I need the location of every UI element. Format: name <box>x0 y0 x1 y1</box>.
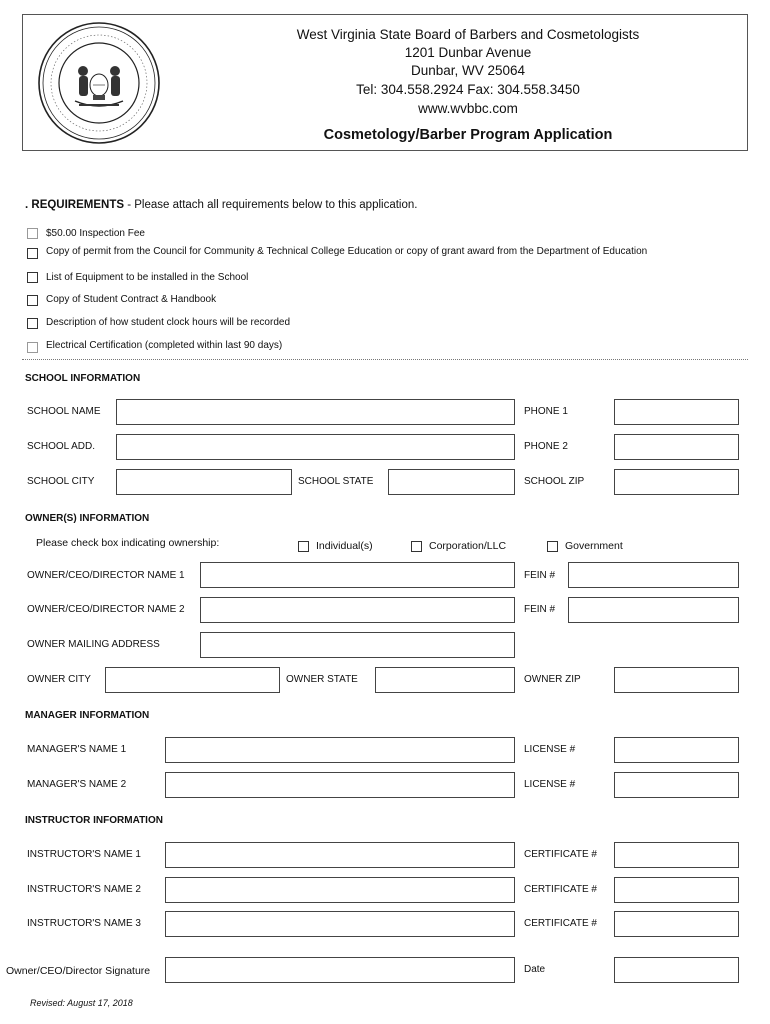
req-checkbox-1[interactable] <box>27 228 38 239</box>
fein2-label: FEIN # <box>524 604 556 615</box>
req-item-6: Electrical Certification (completed within last 90 days) <box>46 340 283 351</box>
ownership-corporation-label: Corporation/LLC <box>429 540 507 552</box>
certificate1-input[interactable] <box>614 842 739 868</box>
fein1-input[interactable] <box>568 562 739 588</box>
school-city-input[interactable] <box>116 469 292 495</box>
ownership-government-checkbox[interactable] <box>547 541 558 552</box>
req-item-2: Copy of permit from the Council for Community & Technical College Education or copy of grant award from the Department of Education <box>46 246 648 257</box>
license1-input[interactable] <box>614 737 739 763</box>
school-address-input[interactable] <box>116 434 515 460</box>
header-box <box>22 14 748 151</box>
board-name: West Virginia State Board of Barbers and Cosmetologists <box>296 27 640 42</box>
req-checkbox-3[interactable] <box>27 272 38 283</box>
date-input[interactable] <box>614 957 739 983</box>
owner-name1-label: OWNER/CEO/DIRECTOR NAME 1 <box>27 570 185 581</box>
owner-state-input[interactable] <box>375 667 515 693</box>
owner-state-label: OWNER STATE <box>286 674 358 685</box>
school-zip-input[interactable] <box>614 469 739 495</box>
fein2-input[interactable] <box>568 597 739 623</box>
ownership-individual-label: Individual(s) <box>316 540 373 552</box>
owner-city-label: OWNER CITY <box>27 674 91 685</box>
requirements-lead: . REQUIREMENTS <box>25 199 125 211</box>
manager-name1-input[interactable] <box>165 737 515 763</box>
instructor-name2-label: INSTRUCTOR'S NAME 2 <box>27 884 141 895</box>
school-heading: SCHOOL INFORMATION <box>25 373 141 384</box>
manager-name2-input[interactable] <box>165 772 515 798</box>
school-city-label: SCHOOL CITY <box>27 476 95 487</box>
instructor-name3-label: INSTRUCTOR'S NAME 3 <box>27 918 141 929</box>
req-item-5: Description of how student clock hours will be recorded <box>46 317 291 328</box>
phone1-input[interactable] <box>614 399 739 425</box>
instructor-name2-input[interactable] <box>165 877 515 903</box>
manager-name1-label: MANAGER'S NAME 1 <box>27 744 127 755</box>
signature-input[interactable] <box>165 957 515 983</box>
school-zip-label: SCHOOL ZIP <box>524 476 585 487</box>
owner-zip-input[interactable] <box>614 667 739 693</box>
instructor-name3-input[interactable] <box>165 911 515 937</box>
license1-label: LICENSE # <box>524 744 576 755</box>
requirements-instruction: - Please attach all requirements below to this application. <box>124 199 418 211</box>
form-title: Cosmetology/Barber Program Application <box>323 127 613 143</box>
owner-mailing-label: OWNER MAILING ADDRESS <box>27 639 160 650</box>
instructor-name1-label: INSTRUCTOR'S NAME 1 <box>27 849 141 860</box>
school-state-label: SCHOOL STATE <box>298 476 374 487</box>
revision-date: Revised: August 17, 2018 <box>30 998 133 1008</box>
board-city: Dunbar, WV 25064 <box>410 63 526 78</box>
ownership-corporation-checkbox[interactable] <box>411 541 422 552</box>
divider <box>22 359 748 360</box>
ownership-individual-checkbox[interactable] <box>298 541 309 552</box>
req-item-1: $50.00 Inspection Fee <box>46 228 145 239</box>
board-address: 1201 Dunbar Avenue <box>404 45 532 60</box>
owner-zip-label: OWNER ZIP <box>524 674 581 685</box>
owner-name2-input[interactable] <box>200 597 515 623</box>
certificate3-label: CERTIFICATE # <box>524 918 597 929</box>
requirements-heading <box>25 199 417 211</box>
manager-name2-label: MANAGER'S NAME 2 <box>27 779 127 790</box>
owner-heading: OWNER(S) INFORMATION <box>25 513 150 524</box>
owner-name2-label: OWNER/CEO/DIRECTOR NAME 2 <box>27 604 185 615</box>
certificate2-label: CERTIFICATE # <box>524 884 597 895</box>
school-name-label: SCHOOL NAME <box>27 406 101 417</box>
school-state-input[interactable] <box>388 469 515 495</box>
instructor-name1-input[interactable] <box>165 842 515 868</box>
phone2-label: PHONE 2 <box>524 441 568 452</box>
phone2-input[interactable] <box>614 434 739 460</box>
req-checkbox-2[interactable] <box>27 248 38 259</box>
owner-name1-input[interactable] <box>200 562 515 588</box>
manager-heading: MANAGER INFORMATION <box>25 710 150 721</box>
instructor-heading: INSTRUCTOR INFORMATION <box>25 815 163 826</box>
signature-label: Owner/CEO/Director Signature <box>6 965 151 977</box>
req-checkbox-6[interactable] <box>27 342 38 353</box>
license2-input[interactable] <box>614 772 739 798</box>
license2-label: LICENSE # <box>524 779 576 790</box>
school-address-label: SCHOOL ADD. <box>27 441 95 452</box>
owner-city-input[interactable] <box>105 667 280 693</box>
req-checkbox-4[interactable] <box>27 295 38 306</box>
date-label: Date <box>524 964 546 975</box>
phone1-label: PHONE 1 <box>524 406 568 417</box>
board-phone: Tel: 304.558.2924 Fax: 304.558.3450 <box>356 82 580 97</box>
fein1-label: FEIN # <box>524 570 556 581</box>
ownership-government-label: Government <box>565 540 623 552</box>
owner-mailing-input[interactable] <box>200 632 515 658</box>
req-checkbox-5[interactable] <box>27 318 38 329</box>
certificate1-label: CERTIFICATE # <box>524 849 597 860</box>
state-seal-icon <box>35 19 163 147</box>
req-item-4: Copy of Student Contract & Handbook <box>46 294 217 305</box>
certificate3-input[interactable] <box>614 911 739 937</box>
board-website: www.wvbbc.com <box>418 101 518 116</box>
req-item-3: List of Equipment to be installed in the School <box>46 272 249 283</box>
certificate2-input[interactable] <box>614 877 739 903</box>
ownership-prompt: Please check box indicating ownership: <box>36 537 220 549</box>
school-name-input[interactable] <box>116 399 515 425</box>
